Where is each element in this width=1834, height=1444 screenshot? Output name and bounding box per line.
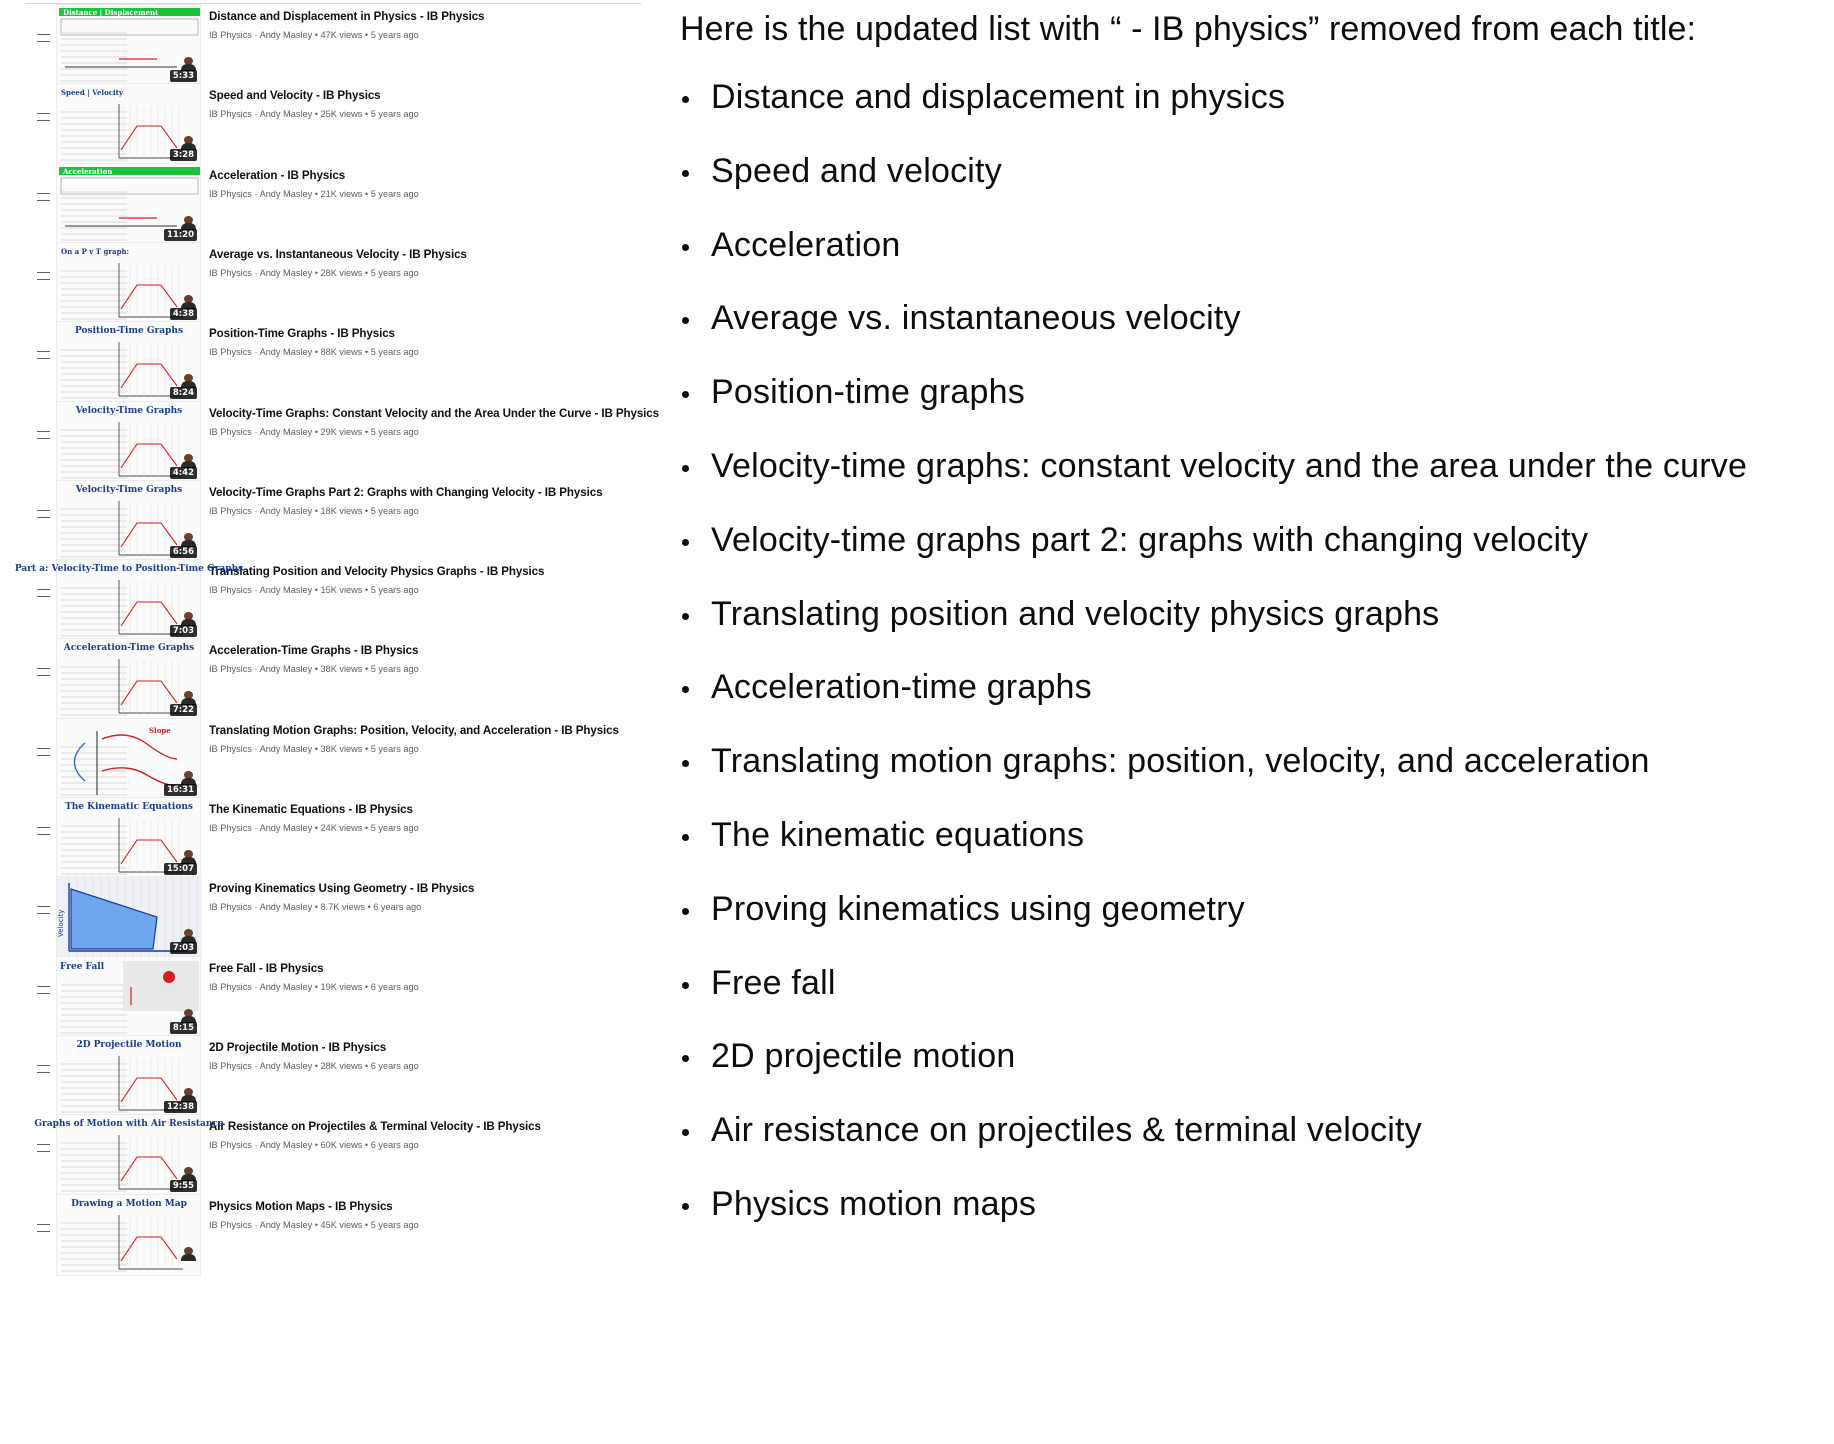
video-views: 38K views [320,743,363,754]
video-channel[interactable]: IB Physics [209,267,252,278]
drag-handle-icon [37,748,50,756]
video-channel[interactable]: IB Physics [209,109,252,120]
response-intro: Here is the updated list with “ - IB physics” removed from each title: [680,10,1697,48]
drag-handle-icon [37,431,50,439]
video-uploader: Andy Masley [259,902,313,913]
video-info [209,823,641,834]
video-channel[interactable]: IB Physics [209,426,252,437]
thumbnail-art [57,1195,202,1277]
presenter-avatar [180,454,196,468]
bullet-icon [682,244,689,251]
video-age: 6 years ago [370,1140,419,1151]
video-age: 6 years ago [370,1060,419,1071]
response-item-text: Position-time graphs [711,373,1025,412]
video-uploader: Andy Masley [259,664,313,675]
presenter-avatar [180,216,196,230]
meta-separator: • [362,1060,371,1071]
response-item-text: Air resistance on projectiles & terminal velocity [711,1111,1422,1150]
video-views: 47K views [320,30,363,40]
video-views: 88K views [320,347,363,358]
meta-separator: · [251,1140,260,1151]
duration-badge: 4:38 [170,308,197,320]
meta-separator: • [364,902,374,913]
video-age: 5 years ago [370,823,419,833]
thumbnail-heading: Position-Time Graphs [74,326,184,337]
video-views: 15K views [320,585,363,596]
video-info [209,982,641,993]
thumbnail-heading: Graphs of Motion with Air Resistance [34,1119,224,1130]
video-channel[interactable]: IB Physics [209,664,252,675]
presenter-avatar [180,1009,196,1023]
thumbnail-heading: Distance | Displacement [63,8,159,17]
response-item-text: Velocity-time graphs part 2: graphs with changing velocity [711,520,1589,559]
video-info [209,506,641,517]
video-age: 5 years ago [370,267,419,278]
video-views: 25K views [320,109,363,120]
drag-handle[interactable] [0,1181,56,1275]
meta-separator: • [312,505,321,516]
video-views: 21K views [320,188,363,199]
video-meta [201,1181,641,1275]
bullet-icon [682,170,689,177]
video-title[interactable]: Free Fall - IB Physics [209,961,324,975]
bullet-icon [682,760,689,767]
drag-handle-icon [37,193,50,201]
drag-handle-icon [37,351,50,359]
meta-separator: • [362,823,371,833]
video-uploader: Andy Masley [259,1060,313,1071]
video-title[interactable]: Acceleration-Time Graphs - IB Physics [209,644,419,658]
video-uploader: Andy Masley [259,981,313,992]
video-uploader: Andy Masley [259,585,313,596]
video-views: 8.7K views [320,902,365,913]
video-title[interactable]: Average vs. Instantaneous Velocity - IB Physics [209,247,467,261]
bullet-icon [682,96,689,103]
video-channel[interactable]: IB Physics [209,823,252,833]
drag-handle-icon [37,34,50,42]
presenter-avatar [180,850,196,864]
duration-badge: 15:07 [164,863,197,875]
video-channel[interactable]: IB Physics [209,743,252,754]
video-info [209,664,641,675]
duration-badge: 7:03 [170,942,197,954]
video-info [209,1061,641,1072]
video-views: 28K views [320,1060,363,1071]
meta-separator: · [251,981,260,992]
bullet-icon [682,1055,689,1062]
duration-badge: 12:38 [164,1101,197,1113]
video-age: 6 years ago [370,981,419,992]
video-channel[interactable]: IB Physics [209,347,252,358]
meta-separator: • [362,981,371,992]
meta-separator: • [362,585,371,596]
chat-response [680,0,1830,1444]
playlist-panel [0,0,659,1444]
video-uploader: Andy Masley [259,505,313,516]
video-uploader: Andy Masley [259,347,313,358]
thumbnail-heading: Velocity [57,909,65,938]
video-info [209,1220,641,1231]
thumbnail-heading: Slope [149,725,171,735]
video-age: 5 years ago [370,664,419,675]
video-channel[interactable]: IB Physics [209,188,252,199]
drag-handle-icon [37,1065,50,1073]
meta-separator: · [251,1219,260,1230]
meta-separator: • [362,743,371,754]
duration-badge: 8:24 [170,387,197,399]
video-age: 5 years ago [370,1219,419,1230]
video-age: 5 years ago [370,585,419,596]
response-item-text: Proving kinematics using geometry [711,889,1245,928]
response-item-text: Distance and displacement in physics [711,78,1286,116]
duration-badge: 3:28 [170,149,197,161]
video-uploader: Andy Masley [259,1140,313,1151]
thumbnail-heading: 2D Projectile Motion [76,1039,182,1050]
meta-separator: • [312,188,321,199]
video-channel[interactable]: IB Physics [209,585,252,596]
meta-separator: • [362,1219,371,1230]
video-channel[interactable]: IB Physics [209,902,252,913]
bullet-icon [682,317,689,324]
video-uploader: Andy Masley [259,743,313,754]
meta-separator: · [251,188,260,199]
meta-separator: • [362,1140,371,1151]
duration-badge: 9:55 [170,1180,197,1192]
bullet-icon [682,834,689,841]
bullet-icon [682,908,689,915]
video-uploader: Andy Masley [259,109,313,120]
drag-handle-icon [37,113,50,121]
meta-separator: • [312,426,321,437]
meta-separator: · [251,30,260,40]
thumbnail-heading: Free Fall [60,961,105,972]
duration-badge: 7:03 [170,625,197,637]
duration-badge: 5:33 [170,70,197,82]
presenter-avatar [180,691,196,705]
meta-separator: · [251,1060,260,1071]
video-views: 28K views [320,267,363,278]
video-info [209,347,641,358]
drag-handle-icon [37,510,50,518]
video-channel[interactable]: IB Physics [209,30,252,40]
meta-separator: · [251,902,260,913]
video-title[interactable]: Physics Motion Maps - IB Physics [209,1199,393,1213]
thumbnail-heading: Velocity-Time Graphs [75,405,183,416]
video-title[interactable]: The Kinematic Equations - IB Physics [209,803,413,816]
thumbnail-heading: Acceleration-Time Graphs [63,643,195,654]
presenter-avatar [180,533,196,547]
meta-separator: • [312,981,321,992]
presenter-avatar [180,1088,196,1102]
response-item-text: Acceleration-time graphs [711,668,1092,707]
video-channel[interactable]: IB Physics [209,505,252,516]
video-title[interactable]: Air Resistance on Projectiles & Terminal Velocity - IB Physics [209,1120,541,1134]
meta-separator: • [312,109,321,120]
meta-separator: · [251,347,260,358]
meta-separator: • [362,505,371,516]
meta-separator: • [312,347,321,358]
video-uploader: Andy Masley [259,823,313,833]
meta-separator: · [251,743,260,754]
video-age: 6 years ago [373,902,422,913]
video-channel[interactable]: IB Physics [209,1060,252,1071]
video-age: 5 years ago [370,505,419,516]
drag-handle-icon [37,1224,50,1232]
meta-separator: • [312,1060,321,1071]
video-thumbnail[interactable] [56,1194,201,1276]
response-item-text: Translating motion graphs: position, velocity, and acceleration [711,742,1650,781]
video-uploader: Andy Masley [259,426,313,437]
video-title[interactable]: Speed and Velocity - IB Physics [209,89,381,103]
video-title[interactable]: Acceleration - IB Physics [209,168,346,182]
video-title[interactable]: 2D Projectile Motion - IB Physics [209,1040,387,1054]
video-age: 5 years ago [370,30,419,40]
duration-badge: 16:31 [164,784,197,796]
video-views: 45K views [320,1219,363,1230]
duration-badge: 11:20 [164,229,197,241]
playlist-item[interactable] [0,1181,650,1275]
thumbnail-heading: On a P v T graph: [61,246,130,256]
response-item-text: Velocity-time graphs: constant velocity and the area under the curve [711,447,1748,485]
bullet-icon [682,613,689,620]
video-info [209,30,641,41]
bullet-icon [682,539,689,546]
video-age: 5 years ago [370,347,419,358]
video-uploader: Andy Masley [259,30,313,40]
response-item-text: Speed and velocity [711,151,1002,190]
presenter-avatar [180,1167,196,1181]
response-item-text: The kinematic equations [711,816,1085,854]
meta-separator: · [251,585,260,596]
meta-separator: • [312,823,321,833]
video-age: 5 years ago [370,109,419,120]
meta-separator: • [362,347,371,358]
bullet-icon [682,391,689,398]
drag-handle-icon [37,906,50,914]
video-info [209,585,641,596]
thumbnail-heading: Acceleration [63,166,113,176]
meta-separator: · [251,426,260,437]
response-item-text: Average vs. instantaneous velocity [711,299,1241,338]
meta-separator: • [362,188,371,199]
response-item-text: Translating position and velocity physics graphs [711,594,1440,633]
thumbnail-heading: Velocity-Time Graphs [75,484,183,495]
video-title[interactable]: Position-Time Graphs - IB Physics [209,327,395,341]
video-views: 18K views [320,505,363,516]
presenter-avatar [180,57,196,71]
thumbnail-heading: Part a: Velocity-Time to Position-Time Graphs [14,564,244,575]
thumbnail-heading: Drawing a Motion Map [71,1198,187,1209]
video-age: 5 years ago [370,743,419,754]
duration-badge: 7:22 [170,704,197,716]
meta-separator: • [312,267,321,278]
drag-handle-icon [37,1144,50,1152]
bullet-icon [682,686,689,693]
response-item-text: Physics motion maps [711,1185,1037,1223]
duration-badge: 4:42 [170,467,197,479]
video-title[interactable]: Proving Kinematics Using Geometry - IB Physics [209,882,475,896]
bullet-icon [682,982,689,989]
response-item-text: 2D projectile motion [711,1037,1016,1076]
video-info [209,189,641,200]
meta-separator: • [312,902,321,913]
presenter-avatar [180,136,196,150]
video-views: 29K views [320,426,363,437]
video-views: 60K views [320,1140,363,1151]
meta-separator: · [251,823,260,833]
meta-separator: • [312,664,321,675]
duration-badge: 8:15 [170,1022,197,1034]
video-age: 5 years ago [370,188,419,199]
thumbnail-heading: Speed | Velocity [61,88,123,98]
video-uploader: Andy Masley [259,188,313,199]
video-channel[interactable]: IB Physics [209,1219,252,1230]
video-age: 5 years ago [370,426,419,437]
video-views: 19K views [320,981,363,992]
video-info [209,1140,641,1151]
video-views: 38K views [320,664,363,675]
bullet-icon [682,1129,689,1136]
thumbnail-heading: The Kinematic Equations [65,802,193,812]
presenter-avatar [180,612,196,626]
video-uploader: Andy Masley [259,267,313,278]
drag-handle-icon [37,668,50,676]
bullet-icon [682,1203,689,1210]
meta-separator: • [362,664,371,675]
video-info [209,427,641,438]
meta-separator: • [362,426,371,437]
drag-handle-icon [37,827,50,835]
presenter-avatar [180,1247,196,1261]
meta-separator: · [251,664,260,675]
presenter-avatar [180,374,196,388]
video-title[interactable]: Translating Motion Graphs: Position, Velocity, and Acceleration - IB Physics [209,723,619,737]
video-title[interactable]: Velocity-Time Graphs: Constant Velocity and the Area Under the Curve - IB Physics [209,406,659,420]
presenter-avatar [180,771,196,785]
video-channel[interactable]: IB Physics [209,981,252,992]
bullet-icon [682,465,689,472]
video-uploader: Andy Masley [259,1219,313,1230]
meta-separator: • [312,585,321,596]
video-channel[interactable]: IB Physics [209,1140,252,1151]
drag-handle-icon [37,272,50,280]
presenter-avatar [180,929,196,943]
presenter-avatar [180,295,196,309]
drag-handle-icon [37,986,50,994]
video-title[interactable]: Distance and Displacement in Physics - IB Physics [209,10,485,23]
meta-separator: · [251,109,260,120]
meta-separator: • [312,1219,321,1230]
meta-separator: • [312,743,321,754]
drag-handle-icon [37,589,50,597]
meta-separator: • [362,109,371,120]
video-info [209,744,641,755]
meta-separator: • [312,1140,321,1151]
meta-separator: · [251,267,260,278]
response-item-text: Acceleration [711,225,901,264]
video-info [209,268,641,279]
meta-separator: • [362,30,371,40]
video-title[interactable]: Translating Position and Velocity Physics Graphs - IB Physics [209,565,545,579]
meta-separator: • [312,30,321,40]
response-item-text: Free fall [711,963,836,1002]
video-info [209,109,641,120]
video-views: 24K views [320,823,363,833]
meta-separator: · [251,505,260,516]
duration-badge: 6:56 [170,546,197,558]
video-info [209,902,641,913]
video-title[interactable]: Velocity-Time Graphs Part 2: Graphs with Changing Velocity - IB Physics [209,485,603,499]
meta-separator: • [362,267,371,278]
